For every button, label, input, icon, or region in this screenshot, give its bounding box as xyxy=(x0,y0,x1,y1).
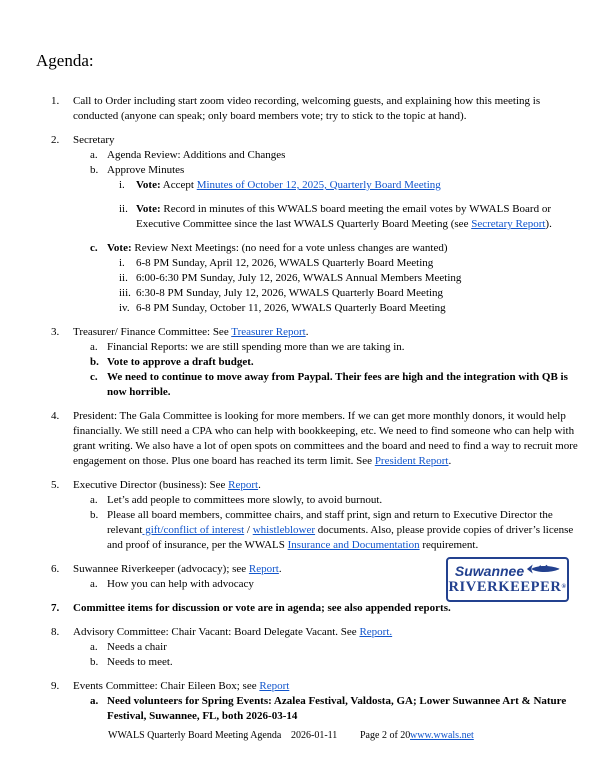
agenda-item xyxy=(90,340,578,355)
text-run: / xyxy=(244,524,253,536)
agenda-list xyxy=(0,72,600,724)
list-marker: a. xyxy=(90,149,98,161)
item-text xyxy=(73,94,578,124)
agenda-item xyxy=(119,178,578,193)
list-marker: b. xyxy=(90,656,99,668)
list-marker: c. xyxy=(90,242,98,254)
link[interactable]: Report xyxy=(248,563,279,575)
text-run: Events Committee: Chair Eileen Box; see xyxy=(73,680,260,692)
item-text xyxy=(107,340,578,355)
text-run: Needs to meet. xyxy=(107,656,173,668)
list-marker: b. xyxy=(90,509,99,521)
text-run: Call to Order including start zoom video recording, welcoming guests, and explaining how this meeting is conducted (anyone can speak; only board members vote; try to stick to the topic at hand). xyxy=(73,95,541,122)
link[interactable]: President Report xyxy=(374,455,449,467)
text-run: Let’s add people to committees more slowly, to avoid burnout. xyxy=(107,494,383,506)
agenda-item xyxy=(119,301,578,316)
link[interactable]: Report xyxy=(259,680,290,692)
link[interactable]: Secretary Report xyxy=(471,218,546,230)
link[interactable]: Minutes of October 12, 2025, Quarterly Board Meeting xyxy=(196,179,441,191)
list-marker: 4. xyxy=(51,410,60,422)
text-run: requirement. xyxy=(419,539,479,551)
agenda-item xyxy=(119,271,578,286)
text-run: . xyxy=(448,455,452,467)
text-run: . xyxy=(305,326,309,338)
list-marker: b. xyxy=(90,164,99,176)
agenda-item xyxy=(51,409,578,469)
list-marker: i. xyxy=(119,257,125,269)
text-run: Record in minutes of this WWALS board meeting the email votes by WWALS Board or Executive Committee since the last WWALS Quarterly Board Meeting (see xyxy=(136,203,551,230)
item-text xyxy=(107,163,578,178)
item-text xyxy=(107,493,578,508)
text-run: 6:00-6:30 PM Sunday, July 12, 2026, WWALS Annual Members Meeting xyxy=(136,272,462,284)
text-run: 6-8 PM Sunday, October 11, 2026, WWALS Quarterly Board Meeting xyxy=(136,302,446,314)
text-run: How you can help with advocacy xyxy=(107,578,254,590)
agenda-item xyxy=(90,640,578,655)
text-run: Need volunteers for Spring Events: Azalea Festival, Valdosta, GA; Lower Suwannee Art & Nature Festival, Suwannee, FL, both 2026-03-14 xyxy=(107,695,567,722)
agenda-item xyxy=(51,478,578,493)
agenda-item xyxy=(119,202,578,232)
list-marker: 5. xyxy=(51,479,60,491)
footer-date: 2026-01-11 xyxy=(291,730,338,741)
list-marker: 8. xyxy=(51,626,60,638)
text-run: Executive Director (business): See xyxy=(73,479,229,491)
list-marker: a. xyxy=(90,341,98,353)
text-run: Approve Minutes xyxy=(107,164,185,176)
text-run: President: The Gala Committee is looking for more members. If we can get more monthly donors, it would help financially. We still need a CPA who can help with bookkeeping, etc. We need to find someone who can help with grant writing. We also have a lot of open spots on committees and the board and need to find a way to recruit more engagement on those. Plus one board has reached its term limit. See xyxy=(73,410,578,467)
item-text xyxy=(107,148,578,163)
agenda-item xyxy=(51,679,578,694)
agenda-item xyxy=(90,163,578,178)
text-run: documents. Also, please provide copies of driver’s license and proof of insurance, per the WWALS xyxy=(107,524,574,551)
item-text xyxy=(73,601,578,616)
text-run: . xyxy=(278,563,282,575)
list-marker: a. xyxy=(90,641,98,653)
list-marker: 6. xyxy=(51,563,60,575)
item-text xyxy=(136,256,578,271)
item-text xyxy=(73,625,578,640)
text-run: Vote: xyxy=(107,242,132,254)
item-text xyxy=(107,640,578,655)
list-marker: a. xyxy=(90,695,99,707)
agenda-item xyxy=(90,148,578,163)
list-marker: 7. xyxy=(51,602,60,614)
item-text xyxy=(107,694,578,724)
item-text xyxy=(73,325,578,340)
agenda-item xyxy=(90,655,578,670)
text-run: Suwannee Riverkeeper (advocacy); see xyxy=(73,563,249,575)
link[interactable]: Report. xyxy=(359,626,393,638)
logo-riverkeeper-text: RIVERKEEPER® xyxy=(448,579,567,595)
list-marker: b. xyxy=(90,356,99,368)
link[interactable]: Treasurer Report xyxy=(231,326,306,338)
item-text xyxy=(73,679,578,694)
text-run: . xyxy=(258,479,261,491)
text-run: Vote: xyxy=(136,203,161,215)
item-text xyxy=(107,370,578,400)
list-marker: ii. xyxy=(119,203,128,215)
page-footer xyxy=(0,728,600,743)
agenda-item xyxy=(90,694,578,724)
item-text xyxy=(107,508,578,553)
logo-top-row xyxy=(455,563,560,580)
item-text xyxy=(136,286,578,301)
text-run: Financial Reports: we are still spending more than we are taking in. xyxy=(107,341,405,353)
text-run: Committee items for discussion or vote are in agenda; see also appended reports. xyxy=(73,602,451,614)
agenda-item xyxy=(51,601,578,616)
registered-mark: ® xyxy=(561,584,567,590)
list-marker: iv. xyxy=(119,302,130,314)
list-marker: 3. xyxy=(51,326,60,338)
text-run: Advisory Committee: Chair Vacant: Board Delegate Vacant. See xyxy=(73,626,360,638)
item-text xyxy=(73,478,578,493)
agenda-item xyxy=(51,133,578,148)
list-marker: a. xyxy=(90,494,98,506)
logo-suwannee-text: Suwannee xyxy=(454,563,525,579)
list-marker: a. xyxy=(90,578,98,590)
suwannee-riverkeeper-logo xyxy=(446,557,569,602)
link[interactable]: whistleblower xyxy=(252,524,316,536)
agenda-item xyxy=(90,493,578,508)
list-marker: i. xyxy=(119,179,125,191)
footer-website-link[interactable]: www.wwals.net xyxy=(410,730,474,741)
text-run: Vote to approve a draft budget. xyxy=(107,356,254,368)
text-run: Needs a chair xyxy=(107,641,167,653)
agenda-item xyxy=(51,94,578,124)
agenda-item xyxy=(119,256,578,271)
item-text xyxy=(107,355,578,370)
item-text xyxy=(107,241,578,256)
list-marker: iii. xyxy=(119,287,131,299)
item-text xyxy=(136,202,578,232)
agenda-item xyxy=(90,370,578,400)
agenda-item xyxy=(90,355,578,370)
sturgeon-fish-icon xyxy=(526,563,560,580)
link[interactable]: Insurance and Documentation xyxy=(287,539,420,551)
list-marker: 2. xyxy=(51,134,60,146)
text-run: We need to continue to move away from Paypal. Their fees are high and the integration with QB is now horrible. xyxy=(107,371,568,398)
footer-doc-title: WWALS Quarterly Board Meeting Agenda xyxy=(108,730,282,741)
list-marker: 1. xyxy=(51,95,60,107)
list-marker: ii. xyxy=(119,272,128,284)
text-run: Secretary xyxy=(73,134,115,146)
text-run: ). xyxy=(545,218,552,230)
text-run: Agenda Review: Additions and Changes xyxy=(107,149,286,161)
text-run: Accept xyxy=(160,179,197,191)
item-text xyxy=(136,178,578,193)
text-run: Treasurer/ Finance Committee: See xyxy=(73,326,232,338)
list-marker: 9. xyxy=(51,680,60,692)
text-run: 6-8 PM Sunday, April 12, 2026, WWALS Quarterly Board Meeting xyxy=(136,257,434,269)
list-marker: c. xyxy=(90,371,98,383)
agenda-item xyxy=(90,508,578,553)
item-text xyxy=(73,409,578,469)
text-run: 6:30-8 PM Sunday, July 12, 2026, WWALS Quarterly Board Meeting xyxy=(136,287,444,299)
link[interactable]: gift/conflict of interest xyxy=(142,524,245,536)
agenda-item xyxy=(90,241,578,256)
link[interactable]: Report xyxy=(228,479,259,491)
item-text xyxy=(107,655,578,670)
agenda-item xyxy=(119,286,578,301)
text-run: Vote: xyxy=(136,179,161,191)
text-run: Please all board members, committee chairs, and staff print, sign and return to Executive Director the relevant xyxy=(107,509,553,536)
agenda-item xyxy=(51,625,578,640)
item-text xyxy=(73,133,578,148)
item-text xyxy=(136,301,578,316)
text-run: Review Next Meetings: (no need for a vote unless changes are wanted) xyxy=(131,242,448,254)
page-title: Agenda: xyxy=(36,51,94,70)
footer-page-number: Page 2 of 20 xyxy=(360,730,411,741)
item-text xyxy=(136,271,578,286)
agenda-item xyxy=(51,325,578,340)
